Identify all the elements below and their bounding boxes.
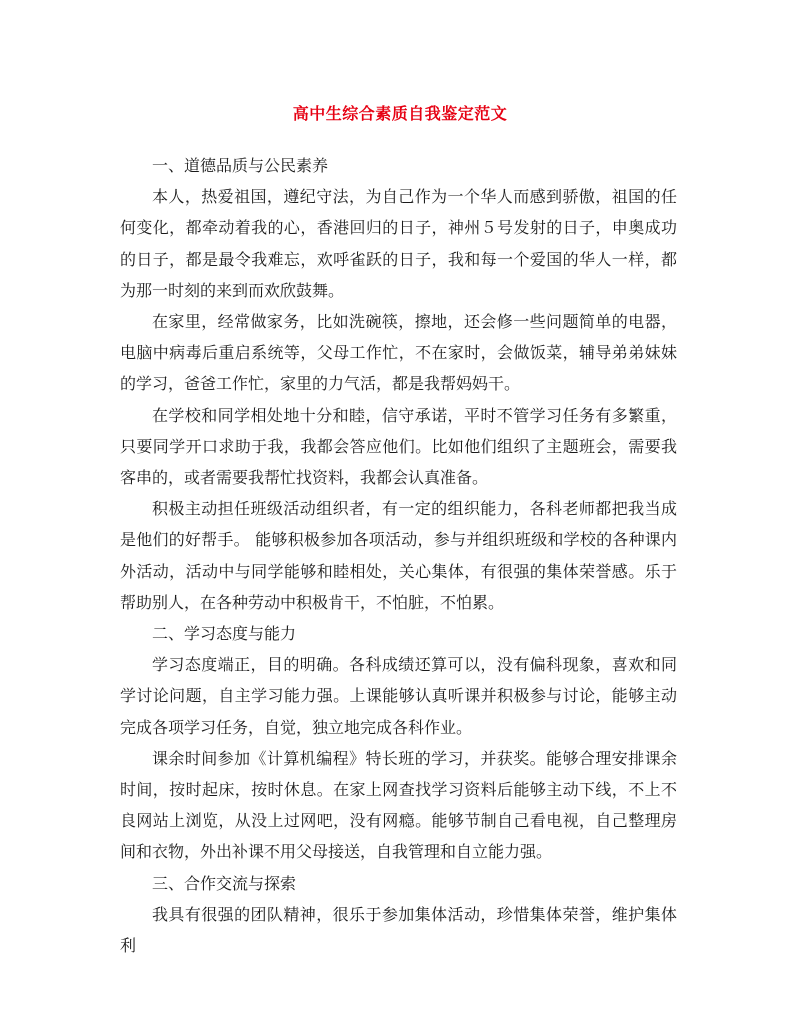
section-heading: 二、学习态度与能力 bbox=[152, 624, 297, 644]
document-title: 高中生综合素质自我鉴定范文 bbox=[292, 104, 508, 123]
paragraph: 学习态度端正，目的明确。各科成绩还算可以，没有偏科现象，喜欢和同学讨论问题，自主学习能力强。上课能够认真听课并积极参与讨论，能够主动完成各项学习任务，自觉，独立地完成各科作业。 bbox=[120, 655, 677, 737]
paragraph: 本人，热爱祖国，遵纪守法，为自己作为一个华人而感到骄傲，祖国的任何变化，都牵动着我的心，香港回归的日子，神州５号发射的日子，申奥成功的日子，都是最令我难忘，欢呼雀跃的日子，我和每一个爱国的华人一样，都为那一时刻的来到而欢欣鼓舞。 bbox=[120, 187, 677, 300]
paragraph: 积极主动担任班级活动组织者，有一定的组织能力，各科老师都把我当成是他们的好帮手。 能够积极参加各项活动，参与并组织班级和学校的各种课内外活动，活动中与同学能够和睦相处，关心集体，有很强的集体荣誉感。乐于帮助别人，在各种劳动中积极肯干，不怕脏，不怕累。 bbox=[120, 499, 677, 612]
paragraph: 在学校和同学相处地十分和睦，信守承诺，平时不管学习任务有多繁重，只要同学开口求助于我，我都会答应他们。比如他们组织了主题班会，需要我客串的，或者需要我帮忙找资料，我都会认真准备。 bbox=[120, 405, 677, 488]
section-heading: 三、合作交流与探索 bbox=[152, 873, 297, 893]
document-body bbox=[120, 150, 677, 961]
paragraph: 我具有很强的团队精神，很乐于参加集体活动，珍惜集体荣誉，维护集体利 bbox=[120, 904, 677, 956]
paragraph: 在家里，经常做家务，比如洗碗筷，擦地，还会修一些问题简单的电器，电脑中病毒后重启系统等，父母工作忙，不在家时，会做饭菜，辅导弟弟妹妹的学习，爸爸工作忙，家里的力气活，都是我帮妈妈干。 bbox=[120, 312, 677, 394]
paragraph: 课余时间参加《计算机编程》特长班的学习，并获奖。能够合理安排课余时间，按时起床，按时休息。在家上网查找学习资料后能够主动下线，不上不良网站上浏览，从没上过网吧，没有网瘾。能够节制自己看电视，自己整理房间和衣物，外出补课不用父母接送，自我管理和自立能力强。 bbox=[120, 748, 677, 862]
section-heading: 一、道德品质与公民素养 bbox=[152, 156, 329, 175]
